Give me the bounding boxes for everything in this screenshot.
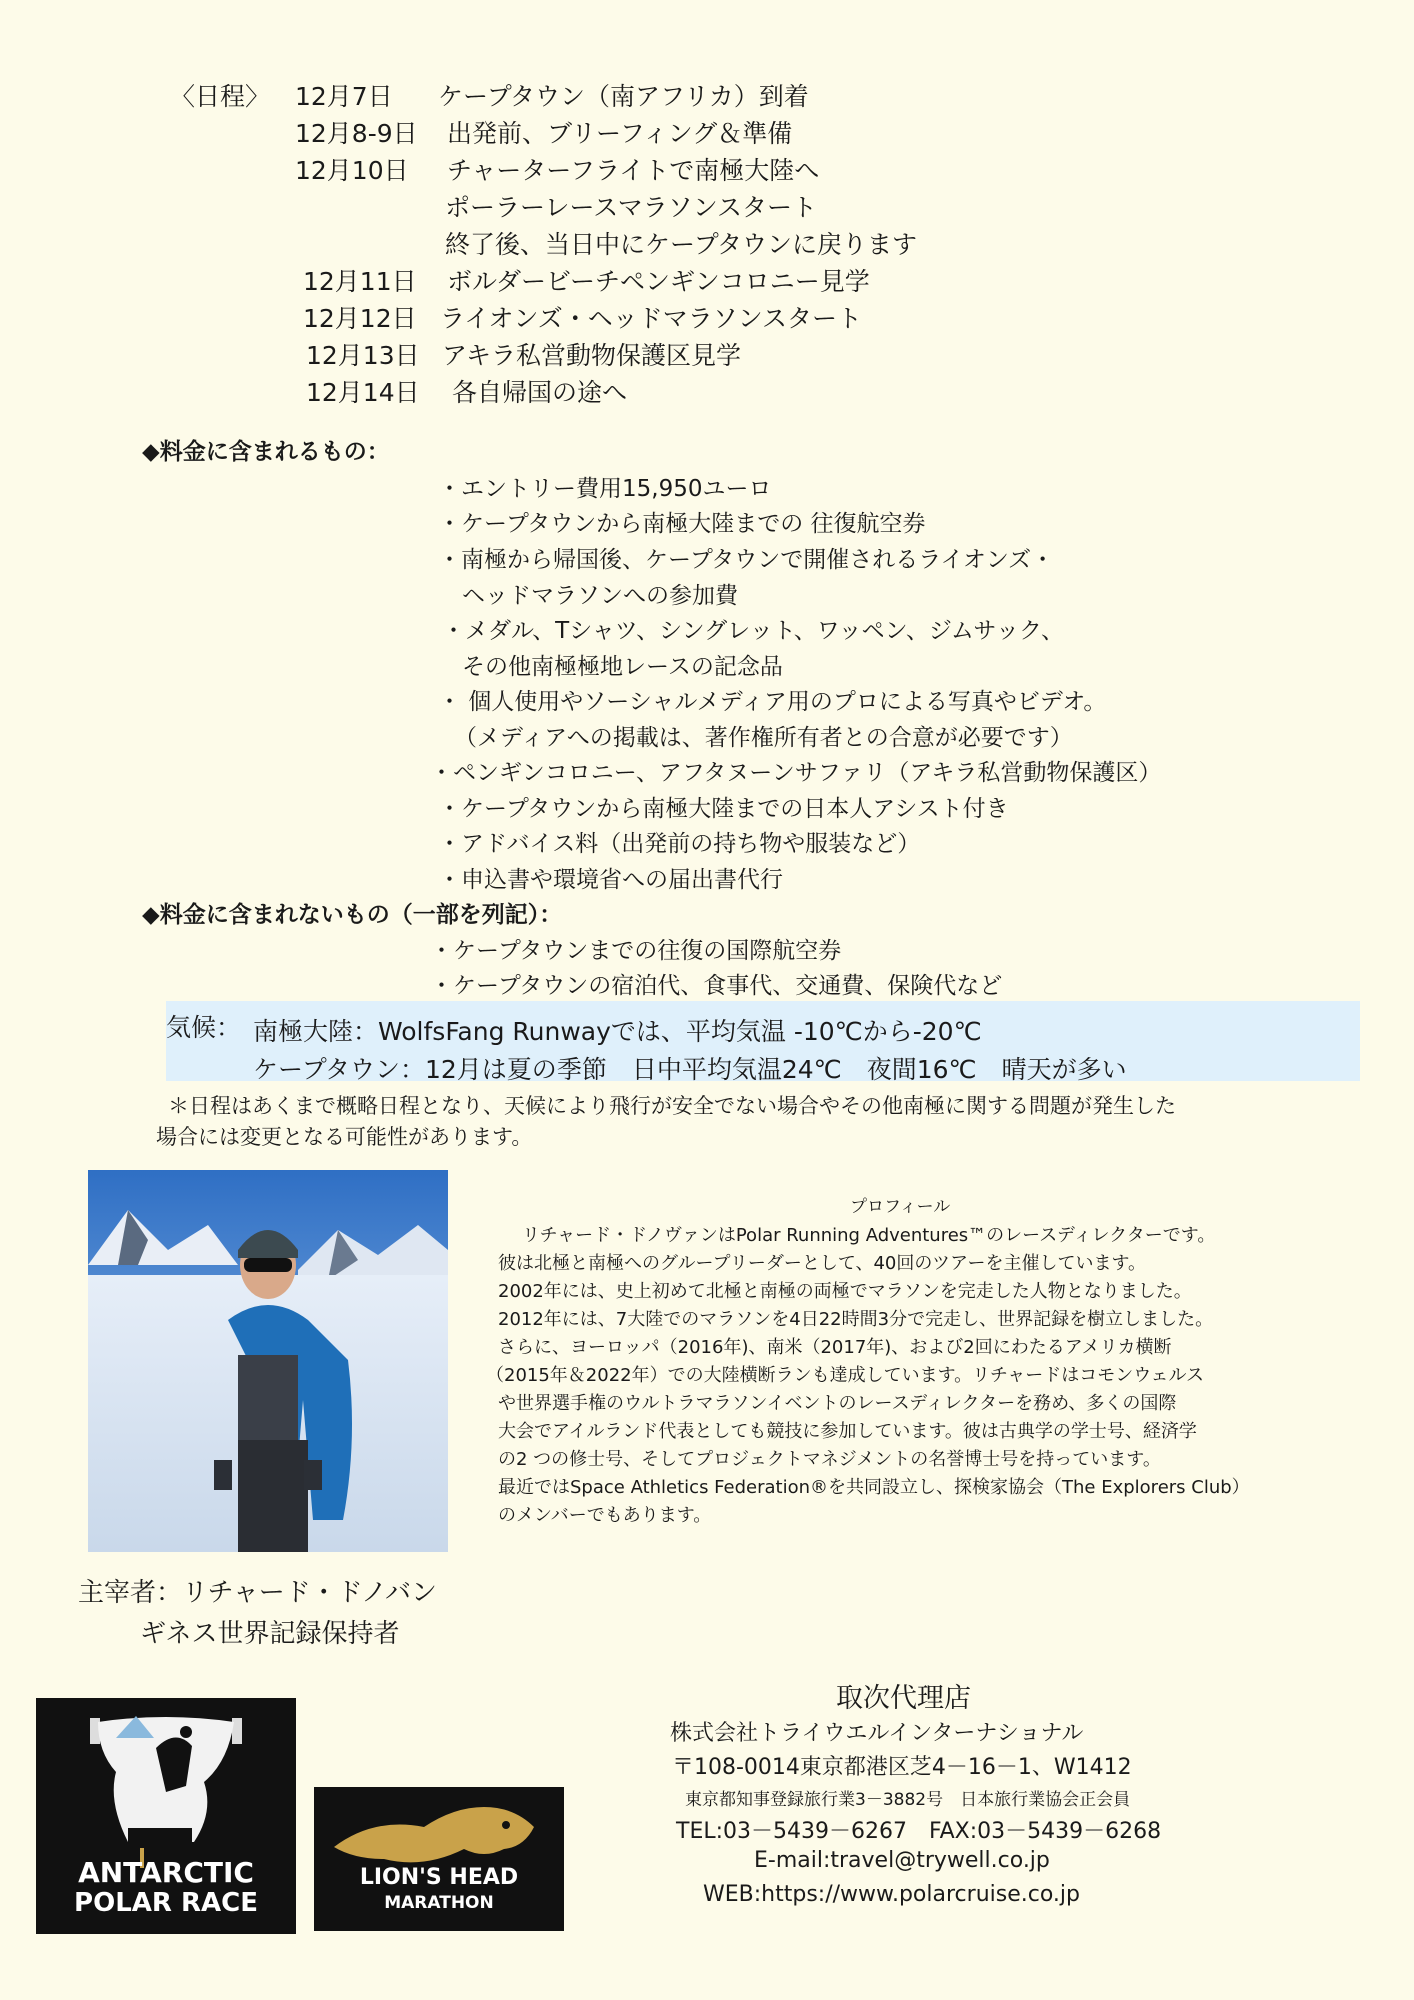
profile-line: の2 つの修士号、そしてプロジェクトマネジメントの名誉博士号を持っています。	[498, 1449, 1161, 1470]
schedule-text: ボルダービーチペンギンコロニー見学	[447, 267, 870, 296]
included-item: ・ケープタウンから南極大陸までの 往復航空券	[438, 511, 926, 537]
included-item: （メディアへの掲載は、著作権所有者との合意が必要です）	[454, 725, 1073, 751]
lions-logo-line1: LION'S HEAD	[359, 1865, 519, 1890]
climate-capetown: ケープタウン：12月は夏の季節 日中平均気温24℃ 夜間16℃ 晴天が多い	[253, 1055, 1127, 1084]
agent-title: 取次代理店	[836, 1683, 971, 1714]
included-item: ・ 個人使用やソーシャルメディア用のプロによる写真やビデオ。	[438, 689, 1107, 715]
climate-antarctica: 南極大陸：WolfsFang Runwayでは、平均気温 -10℃から-20℃	[253, 1017, 982, 1046]
lions-head-marathon-logo	[314, 1787, 564, 1931]
organizer-name: 主宰者：リチャード・ドノバン	[78, 1578, 438, 1608]
profile-line: 2002年には、史上初めて北極と南極の両極でマラソンを完走した人物となりました。	[498, 1281, 1192, 1302]
profile-line: 大会でアイルランド代表としても競技に参加しています。彼は古典学の学士号、経済学	[498, 1421, 1197, 1442]
organizer-title: ギネス世界記録保持者	[140, 1619, 400, 1649]
excluded-item: ・ケープタウンまでの往復の国際航空券	[430, 938, 842, 964]
excluded-heading-note: （一部を列記）：	[389, 902, 563, 928]
included-item: ・南極から帰国後、ケープタウンで開催されるライオンズ・	[438, 547, 1055, 573]
profile-line: 2012年には、7大陸でのマラソンを4日22時間3分で完走し、世界記録を樹立しました。	[498, 1309, 1214, 1330]
schedule-text: 各自帰国の途へ	[452, 378, 628, 407]
schedule-date: 12月11日	[303, 267, 417, 296]
included-item: ・ケープタウンから南極大陸までの日本人アシスト付き	[438, 796, 1009, 822]
profile-line: や世界選手権のウルトラマラソンイベントのレースディレクターを務め、多くの国際	[498, 1393, 1177, 1414]
antarctic-logo-line2: POLAR RACE	[74, 1888, 258, 1918]
schedule-text: アキラ私営動物保護区見学	[442, 341, 742, 370]
schedule-note-line2: 場合には変更となる可能性があります。	[156, 1125, 533, 1149]
agent-email[interactable]: E-mail:travel@trywell.co.jp	[754, 1848, 1050, 1873]
included-item: ・エントリー費用15,950ユーロ	[438, 476, 772, 502]
agent-website[interactable]: WEB:https://www.polarcruise.co.jp	[703, 1882, 1080, 1907]
antarctic-logo-line1: ANTARCTIC	[78, 1856, 254, 1889]
schedule-date: 12月12日	[303, 304, 417, 333]
schedule-date: 12月14日	[306, 378, 420, 407]
director-photo	[88, 1170, 448, 1552]
profile-line: さらに、ヨーロッパ（2016年)、南米（2017年)、および2回にわたるアメリカ横断	[498, 1337, 1172, 1358]
schedule-text: ケープタウン（南アフリカ）到着	[438, 82, 809, 111]
agent-company: 株式会社トライウエルインターナショナル	[670, 1721, 1084, 1746]
included-heading: ◆料金に含まれるもの：	[142, 439, 390, 465]
schedule-text: 出発前、ブリーフィング＆準備	[447, 119, 793, 148]
excluded-heading	[142, 896, 562, 929]
climate-label: 気候：	[166, 1013, 242, 1042]
excluded-item: ・ケープタウンの宿泊代、食事代、交通費、保険代など	[430, 973, 1003, 999]
agent-registration: 東京都知事登録旅行業3－3882号 日本旅行業協会正会員	[685, 1790, 1131, 1810]
schedule-date: 12月7日	[295, 82, 393, 111]
profile-line: 彼は北極と南極へのグループリーダーとして、40回のツアーを主催しています。	[498, 1253, 1147, 1274]
included-item: ・メダル、Tシャツ、シングレット、ワッペン、ジムサック、	[442, 618, 1065, 644]
profile-line: のメンバーでもあります。	[498, 1505, 712, 1526]
included-item: ヘッドマラソンへの参加費	[462, 583, 738, 609]
antarctic-polar-race-logo	[36, 1698, 296, 1934]
excluded-heading-main: ◆料金に含まれないもの	[142, 902, 390, 928]
schedule-note-line1: ＊日程はあくまで概略日程となり、天候により飛行が安全でない場合やその他南極に関する問題が発生した	[168, 1094, 1176, 1118]
profile-line: 最近ではSpace Athletics Federation®を共同設立し、探検家協会（The Explorers Club）	[498, 1477, 1250, 1498]
agent-address: 〒108-0014東京都港区芝4－16－1、W1412	[672, 1755, 1132, 1780]
agent-telfax: TEL:03－5439－6267 FAX:03－5439－6268	[676, 1819, 1162, 1844]
schedule-text: ライオンズ・ヘッドマラソンスタート	[440, 304, 863, 333]
included-item: ・ペンギンコロニー、アフタヌーンサファリ（アキラ私営動物保護区）	[430, 760, 1162, 786]
lions-logo-line2: MARATHON	[384, 1893, 494, 1913]
included-item: ・アドバイス料（出発前の持ち物や服装など）	[438, 831, 921, 857]
included-item: その他南極極地レースの記念品	[462, 654, 783, 680]
included-item: ・申込書や環境省への届出書代行	[438, 867, 783, 893]
schedule-text: チャーターフライトで南極大陸へ	[447, 156, 820, 185]
schedule-heading: 〈日程〉	[170, 82, 271, 111]
profile-title: プロフィール	[850, 1197, 951, 1217]
profile-line: リチャード・ドノヴァンはPolar Running Adventures™のレースディレクターです。	[522, 1225, 1216, 1246]
schedule-date: 12月8-9日	[295, 119, 418, 148]
schedule-date: 12月13日	[306, 341, 420, 370]
schedule-text: ポーラーレースマラソンスタート	[445, 193, 818, 222]
schedule-text: 終了後、当日中にケープタウンに戻ります	[445, 230, 918, 259]
schedule-date: 12月10日	[295, 156, 409, 185]
profile-line: （2015年＆2022年）での大陸横断ランも達成しています。リチャードはコモンウェルス	[486, 1365, 1205, 1386]
